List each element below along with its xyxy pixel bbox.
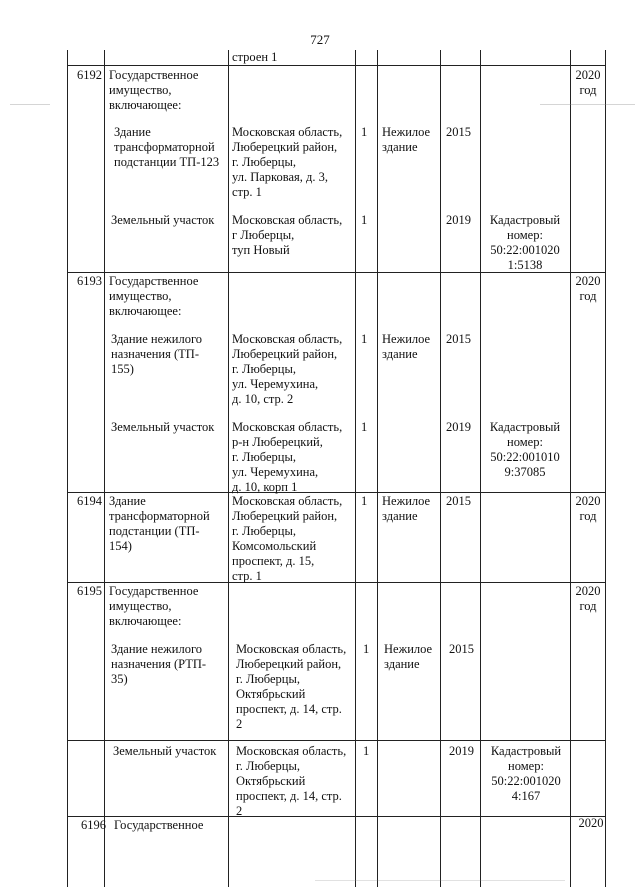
record-year: 2020 год bbox=[575, 274, 601, 303]
column-divider bbox=[228, 50, 229, 887]
record-type: Нежилое здание bbox=[382, 494, 431, 523]
item-name: Земельный участок bbox=[111, 420, 215, 434]
item-qty: 1 bbox=[361, 420, 368, 434]
item-address: Московская область, г Люберцы, туп Новый bbox=[232, 213, 343, 257]
item-cadastral-note: Кадастровый номер: 50:22:001020 1:5138 bbox=[489, 213, 561, 272]
item-qty: 1 bbox=[361, 125, 368, 139]
item-built-year: 2015 bbox=[446, 125, 471, 139]
item-name: Земельный участок bbox=[113, 744, 217, 758]
record-id: 6193 bbox=[77, 274, 102, 288]
item-built-year: 2019 bbox=[446, 420, 471, 434]
record-header: Государственное имущество, включающее: bbox=[109, 274, 199, 318]
item-address: Московская область, Люберецкий район, г. Люберцы, ул. Парковая, д. 3, стр. 1 bbox=[232, 125, 343, 199]
item-built-year: 2015 bbox=[449, 642, 474, 656]
item-type: Нежилое здание bbox=[382, 332, 431, 361]
record-year: 2020 год bbox=[575, 68, 601, 97]
item-name: Здание нежилого назначения (РТП- 35) bbox=[111, 642, 207, 686]
row-divider bbox=[67, 65, 606, 66]
record-address: Московская область, Люберецкий район, г. Люберцы, Комсомольский проспект, д. 15, стр. 1 bbox=[232, 494, 343, 583]
column-divider bbox=[440, 50, 441, 887]
item-built-year: 2015 bbox=[446, 332, 471, 346]
record-header: Государственное имущество, включающее: bbox=[109, 68, 199, 112]
scan-artifact bbox=[10, 104, 50, 105]
record-header: Государственное имущество, включающее: bbox=[109, 584, 199, 628]
item-type: Нежилое здание bbox=[382, 125, 431, 154]
item-address: Московская область, р-н Люберецкий, г. Люберцы, ул. Черемухина, д. 10, корп 1 bbox=[232, 420, 343, 494]
item-built-year: 2019 bbox=[446, 213, 471, 227]
item-qty: 1 bbox=[363, 744, 370, 758]
item-cadastral-note: Кадастровый номер: 50:22:001010 9:37085 bbox=[489, 420, 561, 479]
record-id: 6192 bbox=[77, 68, 102, 82]
item-name: Земельный участок bbox=[111, 213, 215, 227]
page-number: 727 bbox=[310, 32, 330, 47]
column-divider bbox=[67, 50, 68, 887]
record-id: 6196 bbox=[81, 818, 106, 832]
item-address: Московская область, г. Люберцы, Октябрьский проспект, д. 14, стр. 2 bbox=[236, 744, 347, 818]
record-built-year: 2015 bbox=[446, 494, 471, 508]
record-header: Государственное bbox=[114, 818, 204, 832]
column-divider bbox=[104, 50, 105, 887]
row-divider bbox=[67, 740, 606, 741]
scan-artifact bbox=[315, 880, 565, 881]
item-name: Здание нежилого назначения (ТП- 155) bbox=[111, 332, 203, 376]
item-address: Московская область, Люберецкий район, г. Люберцы, ул. Черемухина, д. 10, стр. 2 bbox=[232, 332, 343, 406]
record-name: Здание трансформаторной подстанции (ТП- 154) bbox=[109, 494, 210, 553]
item-qty: 1 bbox=[361, 213, 368, 227]
item-cadastral-note: Кадастровый номер: 50:22:001020 4:167 bbox=[490, 744, 562, 803]
item-address: Московская область, Люберецкий район, г. Люберцы, Октябрьский проспект, д. 14, стр. 2 bbox=[236, 642, 347, 731]
record-year: 2020 год bbox=[575, 494, 601, 523]
column-divider bbox=[377, 50, 378, 887]
continuation-address: строен 1 bbox=[232, 50, 278, 64]
record-year: 2020 год bbox=[575, 584, 601, 613]
record-id: 6194 bbox=[77, 494, 102, 508]
record-id: 6195 bbox=[77, 584, 102, 598]
record-year: 2020 bbox=[578, 816, 604, 830]
record-qty: 1 bbox=[361, 494, 368, 508]
item-name: Здание трансформаторной подстанции ТП-123 bbox=[114, 125, 220, 169]
column-divider bbox=[355, 50, 356, 887]
column-divider bbox=[605, 50, 606, 887]
item-qty: 1 bbox=[363, 642, 370, 656]
item-type: Нежилое здание bbox=[384, 642, 433, 671]
scan-artifact bbox=[540, 104, 635, 105]
item-qty: 1 bbox=[361, 332, 368, 346]
item-built-year: 2019 bbox=[449, 744, 474, 758]
